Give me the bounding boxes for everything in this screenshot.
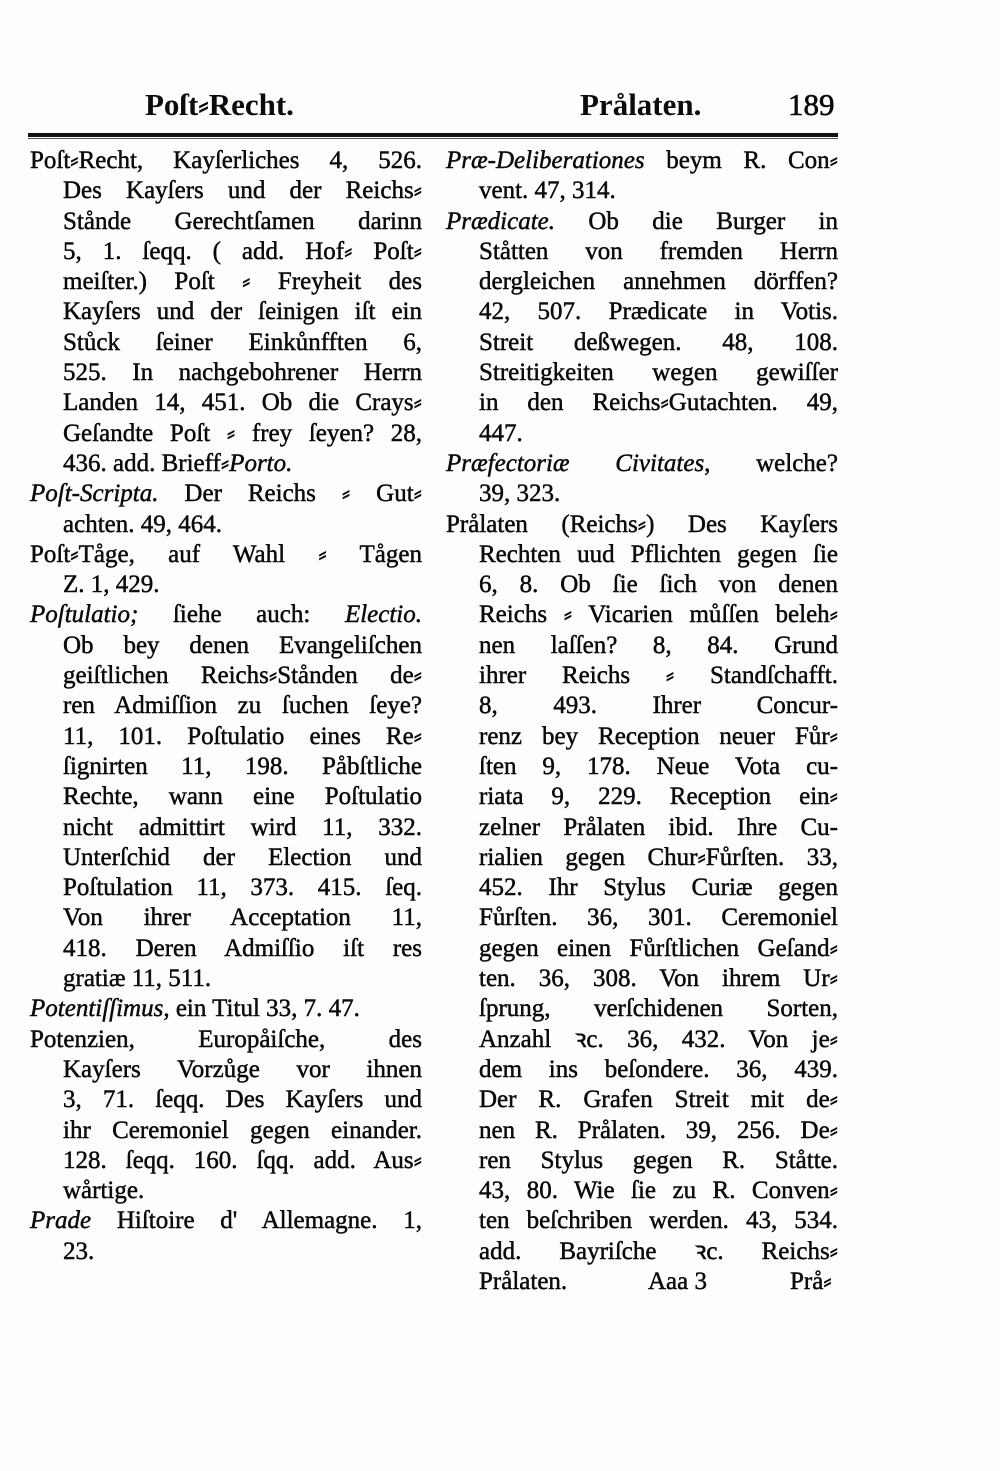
- index-entry: [446, 146, 838, 207]
- entry-line: Geſandte Poſt ⸗ frey ſeyen? 28,: [63, 419, 422, 447]
- entry-line: Unterſchid der Election und: [63, 843, 422, 871]
- entry-line: 43, 80. Wie ſie zu R. Conven⸗: [479, 1177, 838, 1205]
- entry-line: 418. Deren Admiſſio iſt res: [63, 934, 422, 962]
- catchword: Prå⸗: [790, 1268, 832, 1295]
- entry-line: riata 9, 229. Reception ein⸗: [479, 783, 838, 811]
- entry-line: nen laſſen? 8, 84. Grund: [479, 631, 838, 659]
- entry-line: [446, 207, 838, 237]
- entry-line: dergleichen annehmen dörffen?: [479, 268, 838, 296]
- entry-line: gratiæ 11, 511.: [63, 965, 212, 993]
- entry-line: [30, 600, 422, 630]
- entry-line: wårtige.: [63, 1177, 145, 1205]
- entry-line: in den Reichs⸗Gutachten. 49,: [479, 389, 838, 417]
- entry-line: Rechte, wann eine Poſtulatio: [63, 783, 422, 811]
- entry-line: [30, 449, 422, 479]
- entry-text: Der Reichs ⸗ Gut⸗: [158, 480, 422, 508]
- right-column: [446, 146, 838, 1297]
- entry-line: Stånde Gerechtſamen darinn: [63, 207, 422, 235]
- left-column: [30, 146, 422, 1267]
- index-entry: [30, 994, 422, 1024]
- entry-line: Des Kayſers und der Reichs⸗: [63, 177, 422, 205]
- entry-line: Ob bey denen Evangeliſchen: [63, 631, 422, 659]
- entry-line: 447.: [479, 419, 523, 447]
- header-rule: [28, 133, 838, 137]
- entry-line: Fůrſten. 36, 301. Ceremoniel: [479, 904, 838, 932]
- entry-term-italic: Poſtulatio;: [30, 601, 139, 629]
- entry-term-italic: Porto.: [229, 449, 293, 477]
- entry-line: [30, 994, 422, 1024]
- index-entry: [446, 510, 838, 1298]
- entry-line: gegen einen Fůrſtlichen Geſand⸗: [479, 934, 838, 962]
- entry-line: Von ihrer Acceptation 11,: [63, 904, 422, 932]
- entry-term-italic: Prade: [30, 1207, 92, 1235]
- entry-term-italic: Præfectoriæ Civitates: [446, 449, 705, 477]
- entry-line: meiſter.) Poſt ⸗ Freyheit des: [63, 268, 422, 296]
- entry-line: add. Bayriſche ꝛc. Reichs⸗: [479, 1237, 838, 1265]
- entry-line: 5, 1. ſeqq. ( add. Hof⸗ Poſt⸗: [63, 237, 422, 265]
- entry-line: Anzahl ꝛc. 36, 432. Von je⸗: [479, 1025, 838, 1053]
- entry-text: 436. add. Brieff⸗: [63, 449, 230, 477]
- entry-line: 39, 323.: [479, 480, 561, 508]
- entry-line: Kayſers und der ſeinigen iſt ein: [63, 298, 422, 326]
- entry-line: 42, 507. Prædicate in Votis.: [479, 298, 838, 326]
- entry-line: Potenzien, Europåiſche, des: [30, 1025, 422, 1053]
- entry-line: ren Stylus gegen R. Ståtte.: [479, 1146, 838, 1174]
- entry-line: ſprung, verſchidenen Sorten,: [479, 995, 838, 1023]
- entry-line: Ståtten von fremden Herrn: [479, 237, 838, 265]
- entry-line: [30, 1206, 422, 1236]
- entry-line: Streit deßwegen. 48, 108.: [479, 328, 838, 356]
- entry-term-italic: Præ-Deliberationes: [446, 147, 645, 174]
- entry-text: , ein Titul 33, 7. 47.: [163, 995, 360, 1023]
- entry-line: Streitigkeiten wegen gewiſſer: [479, 359, 838, 387]
- entry-line: 11, 101. Poſtulatio eines Re⸗: [63, 722, 422, 750]
- index-entry: [446, 207, 838, 449]
- entry-line: nen R. Prålaten. 39, 256. De⸗: [479, 1116, 838, 1144]
- entry-line: ſten 9, 178. Neue Vota cu-: [479, 752, 838, 780]
- entry-line: Rechten uud Pflichten gegen ſie: [479, 540, 838, 568]
- entry-line: ten. 36, 308. Von ihrem Ur⸗: [479, 965, 838, 993]
- entry-line: Der R. Grafen Streit mit de⸗: [479, 1086, 838, 1114]
- index-entry: [30, 600, 422, 994]
- running-head-left: Poſt⸗Recht.: [145, 87, 294, 122]
- index-entry: [30, 146, 422, 479]
- entry-text: beym R. Con⸗: [644, 147, 838, 174]
- signature-mark: Aaa 3: [648, 1268, 707, 1295]
- entry-line: Prålaten.: [479, 1267, 568, 1295]
- entry-line: [30, 479, 422, 509]
- entry-line: 3, 71. ſeqq. Des Kayſers und: [63, 1086, 422, 1114]
- entry-text: ſiehe auch:: [138, 601, 345, 629]
- entry-line: 8, 493. Ihrer Concur-: [479, 692, 838, 720]
- index-entry: [30, 540, 422, 601]
- entry-line: ihr Ceremoniel gegen einander.: [63, 1116, 422, 1144]
- entry-line: Poſtulation 11, 373. 415. ſeq.: [63, 874, 422, 902]
- header-rule-thin: [28, 138, 838, 139]
- entry-text: Hiſtoire d' Allemagne. 1,: [91, 1207, 422, 1235]
- index-entry: [30, 1025, 422, 1207]
- entry-term-italic: Potentiſſimus: [30, 995, 164, 1023]
- entry-line: Reichs ⸗ Vicarien můſſen beleh⸗: [479, 601, 838, 629]
- entry-line: [446, 146, 838, 176]
- running-head-right: Prålaten.: [580, 87, 702, 122]
- entry-line: Landen 14, 451. Ob die Crays⸗: [63, 389, 422, 417]
- entry-line: Stůck ſeiner Einkůnfften 6,: [63, 328, 422, 356]
- entry-line: dem ins beſondere. 36, 439.: [479, 1055, 838, 1083]
- entry-line: ſignirten 11, 198. Påbſtliche: [63, 752, 422, 780]
- entry-term-italic: Electio.: [344, 601, 422, 629]
- entry-line: renz bey Reception neuer Fůr⸗: [479, 722, 838, 750]
- entry-line: ren Admiſſion zu ſuchen ſeye?: [63, 692, 422, 720]
- entry-term-italic: Prædicate.: [446, 207, 556, 235]
- entry-line: ihrer Reichs ⸗ Standſchafft.: [479, 662, 838, 690]
- entry-line: Prålaten (Reichs⸗) Des Kayſers: [446, 510, 838, 538]
- entry-line: ten beſchriben werden. 43, 534.: [479, 1207, 838, 1235]
- entry-text: , welche?: [704, 449, 838, 477]
- entry-line: 525. In nachgebohrener Herrn: [63, 359, 422, 387]
- index-entry: [30, 1206, 422, 1267]
- entry-line: 128. ſeqq. 160. ſqq. add. Aus⸗: [63, 1146, 422, 1174]
- index-entry: [446, 449, 838, 510]
- entry-line: Kayſers Vorzůge vor ihnen: [63, 1055, 422, 1083]
- entry-line: rialien gegen Chur⸗Fůrſten. 33,: [479, 843, 838, 871]
- entry-line: Poſt⸗Recht, Kayſerliches 4, 526.: [30, 147, 422, 174]
- entry-line: Z. 1, 429.: [63, 571, 160, 599]
- entry-line: geiſtlichen Reichs⸗Stånden de⸗: [63, 662, 422, 690]
- entry-line: 452. Ihr Stylus Curiæ gegen: [479, 874, 838, 902]
- entry-text: Ob die Burger in: [555, 207, 838, 235]
- entry-line: 6, 8. Ob ſie ſich von denen: [479, 571, 838, 599]
- entry-line: 23.: [63, 1237, 95, 1265]
- entry-line: vent. 47, 314.: [479, 177, 616, 205]
- index-entry: [30, 479, 422, 540]
- entry-line: nicht admittirt wird 11, 332.: [63, 813, 422, 841]
- entry-line: Poſt⸗Tåge, auf Wahl ⸗ Tågen: [30, 540, 422, 568]
- entry-line: zelner Prålaten ibid. Ihre Cu-: [479, 813, 838, 841]
- page-number: 189: [788, 87, 835, 122]
- entry-line: achten. 49, 464.: [63, 510, 222, 538]
- entry-line: [446, 449, 838, 479]
- entry-term-italic: Poſt-Scripta.: [30, 480, 159, 508]
